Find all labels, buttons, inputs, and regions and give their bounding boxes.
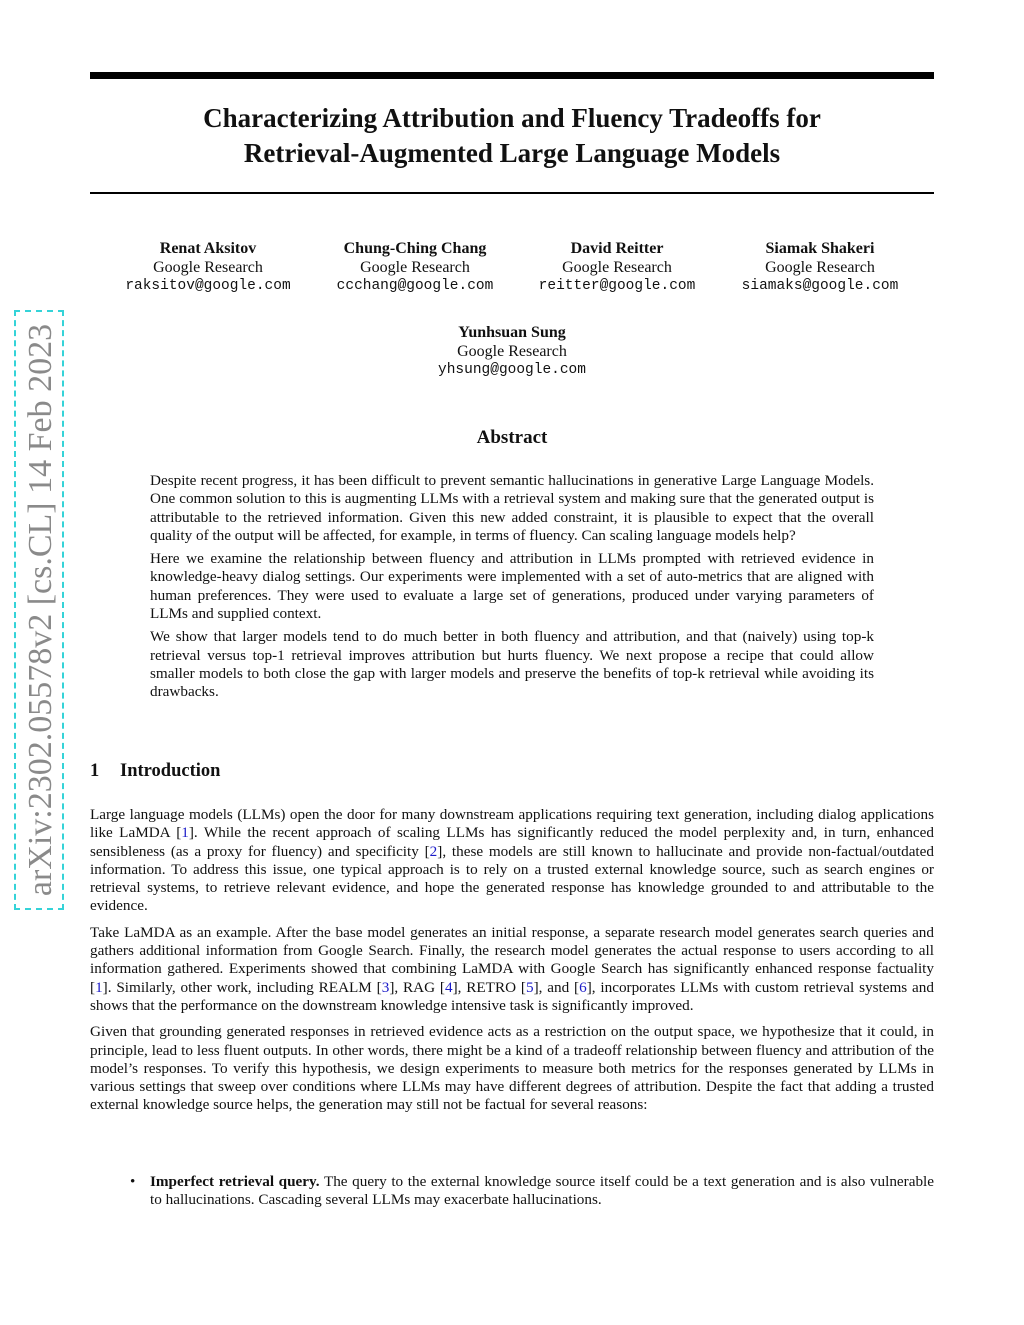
text-run: Large language models (LLMs) open the door for many downstream applications requiring text generation, including dialog applications like LaMDA [ <box>90 806 934 842</box>
section-heading <box>90 761 220 782</box>
author-block <box>507 240 727 296</box>
title-line-1: Characterizing Attribution and Fluency Tradeoffs for <box>203 103 821 133</box>
text-run: ], these models are still known to hallucinate and provide non-factual/outdated information. To address this issue, one typical approach is to rely on a trusted external knowledge source, such as search engines or retrieval systems, to retrieve relevant evidence, and hope the generated response has knowledge grounded to and attributable to the evidence. <box>90 842 934 915</box>
text-run: ], RAG [ <box>389 978 445 996</box>
author-affiliation: Google Research <box>562 258 672 276</box>
abstract-paragraph: Here we examine the relationship between fluency and attribution in LLMs prompted with retrieved evidence in knowledge-heavy dialog settings. Our experiments were implemented with a set of auto-metrics that are aligned with human preferences. They were used to evaluate a large set of generations, produced under varying parameters of LLMs and supplied context. <box>150 550 874 623</box>
body-paragraph <box>90 806 934 916</box>
citation-link[interactable]: 4 <box>444 978 453 996</box>
author-list <box>90 240 934 300</box>
author-name: Renat Aksitov <box>159 240 257 257</box>
author-affiliation: Google Research <box>765 258 875 276</box>
section-number: 1 <box>90 761 100 781</box>
abstract-paragraph: We show that larger models tend to do much better in both fluency and attribution, and that (naively) using top-k retrieval versus top-1 retrieval improves attribution but hurts fluency. We next propose a recipe that could allow smaller models to both close the gap with larger models and preserve the benefits of top-k retrieval while avoiding its drawbacks. <box>150 628 874 701</box>
text-run: Take LaMDA as an example. After the base model generates an initial response, a separate research model generates search queries and gathers additional information from Google Search. Finally, the research model generates the actual response to users according to all information gathered. Experiments showed that combining LaMDA with Google Search has significantly enhanced response factuality [ <box>90 923 934 996</box>
author-block <box>305 240 525 296</box>
section-body <box>90 806 934 1123</box>
author-name: Chung-Ching Chang <box>343 240 487 257</box>
text-run: ], incorporates LLMs with custom retrieval systems and shows that the performance on the downstream knowledge intensive task is significantly improved. <box>90 978 934 1014</box>
author-block <box>402 324 622 380</box>
body-paragraph <box>90 924 934 1015</box>
text-run: ], and [ <box>533 978 580 996</box>
arxiv-identifier-stamp[interactable]: arXiv:2302.05578v2 [cs.CL] 14 Feb 2023 <box>14 310 64 910</box>
author-name: Yunhsuan Sung <box>458 324 566 341</box>
list-item-term: Imperfect retrieval query. <box>150 1173 320 1190</box>
author-name: David Reitter <box>570 240 664 257</box>
list-item-body: The query to the external knowledge source itself could be a text generation and is also vulnerable to hallucinations. Cascading several LLMs may exacerbate hallucinations. <box>150 1173 935 1209</box>
title-line-2: Retrieval-Augmented Large Language Models <box>243 138 781 168</box>
author-name: Siamak Shakeri <box>765 240 875 257</box>
abstract-body <box>150 472 874 707</box>
text-run: ]. Similarly, other work, including REALM [ <box>102 978 382 996</box>
text-run: ]. While the recent approach of scaling LLMs has significantly reduced the model perplexity and, in turn, enhanced sensibleness (as a proxy for fluency) and specificity [ <box>90 824 934 860</box>
top-rule <box>90 72 934 79</box>
section-title: Introduction <box>120 761 221 781</box>
author-email[interactable]: siamaks@google.com <box>741 278 899 294</box>
abstract-paragraph: Despite recent progress, it has been difficult to prevent semantic hallucinations in generative Large Language Models. One common solution to this is augmenting LLMs with a retrieval system and making sure that the generated output is attributable to the retrieved information. Given this new added constraint, it is plausible to expect that the overall quality of the output will be affected, for example, in terms of fluency. Can scaling language models help? <box>150 472 874 544</box>
list-item-text <box>150 1173 934 1210</box>
citation-link[interactable]: 6 <box>579 978 587 996</box>
paper-title <box>90 101 934 171</box>
author-block <box>98 240 318 296</box>
title-bottom-rule <box>90 192 934 194</box>
citation-link[interactable]: 1 <box>181 824 189 842</box>
text-run: ], RETRO [ <box>452 978 526 996</box>
citation-link[interactable]: 2 <box>429 842 438 860</box>
citation-link[interactable]: 1 <box>95 978 103 996</box>
list-item <box>130 1173 934 1210</box>
author-block <box>710 240 930 296</box>
bullet-icon: • <box>130 1173 136 1190</box>
author-email[interactable]: yhsung@google.com <box>438 362 586 378</box>
abstract-heading: Abstract <box>476 427 548 448</box>
author-affiliation: Google Research <box>153 258 263 276</box>
author-affiliation: Google Research <box>457 342 567 360</box>
citation-link[interactable]: 5 <box>525 978 534 996</box>
citation-link[interactable]: 3 <box>381 978 390 996</box>
author-affiliation: Google Research <box>360 258 470 276</box>
body-paragraph: Given that grounding generated responses in retrieved evidence acts as a restriction on the output space, we hypothesize that it could, in principle, lead to less fluent outputs. In other words, there might be a kind of a tradeoff relationship between fluency and attribution of the model’s responses. To verify this hypothesis, we design experiments to measure both metrics for the responses generated by LLMs in various settings that sweep over conditions where LLMs may have different degrees of attribution. Despite the fact that adding a trusted external knowledge source helps, the generation may still not be factual for several reasons: <box>90 1023 934 1114</box>
author-email[interactable]: raksitov@google.com <box>125 278 291 294</box>
author-email[interactable]: ccchang@google.com <box>336 278 494 294</box>
author-email[interactable]: reitter@google.com <box>538 278 696 294</box>
